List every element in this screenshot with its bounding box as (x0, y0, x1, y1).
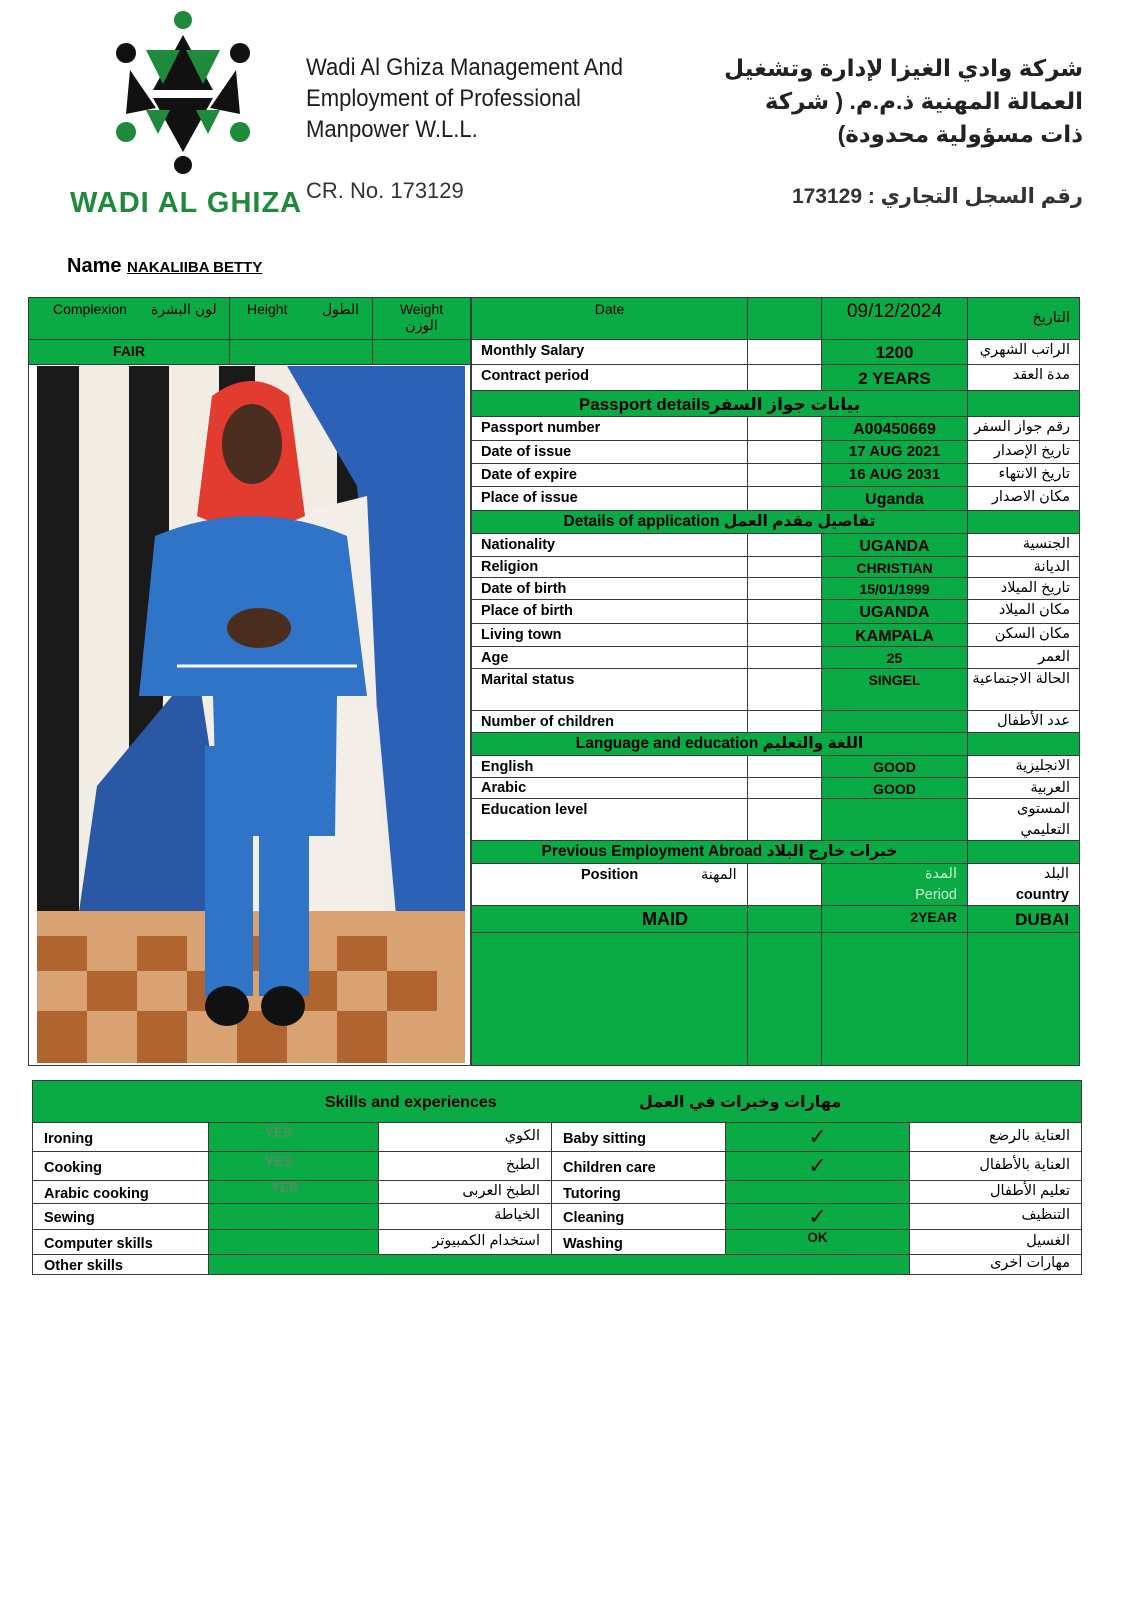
cr-number-arabic: رقم السجل التجاري : 173129 (791, 185, 1083, 208)
skill-label: Other skills (32, 1254, 209, 1275)
job-spacer (747, 905, 822, 933)
age-label-ar: العمر (967, 646, 1080, 669)
job-empty-2 (747, 932, 822, 1066)
arabic-spacer (747, 777, 822, 799)
skill-value: YES (208, 1151, 379, 1181)
skill-label: Children care (551, 1151, 726, 1181)
date-label-ar: التاريخ (967, 297, 1080, 340)
issue-place-label-ar: مكان الاصدار (967, 486, 1080, 511)
other-skills-value (208, 1254, 910, 1275)
passport-number-value: A00450669 (821, 416, 968, 441)
children-label-ar: عدد الأطفال (967, 710, 1080, 733)
birth-date-label-ar: تاريخ الميلاد (967, 577, 1080, 600)
height-label: Height (247, 301, 288, 317)
birth-date-value: 15/01/1999 (821, 577, 968, 600)
skills-header (32, 1080, 1082, 1123)
skill-value (208, 1203, 379, 1230)
skill-value (208, 1229, 379, 1255)
job-empty-3 (821, 932, 968, 1066)
complexion-value: FAIR (28, 339, 230, 365)
weight-value (372, 339, 471, 365)
checkmark-icon: ✓ (725, 1203, 910, 1230)
skill-label-ar: مهارات أخرى (909, 1254, 1082, 1275)
checkmark-icon: ✓ (725, 1151, 910, 1181)
company-name-english: Wadi Al Ghiza Management And Employment of Professional Manpower W.L.L. (306, 54, 624, 143)
passport-section-header: Passport detailsبيانات جواز السفر (471, 390, 968, 417)
children-label: Number of children (471, 710, 748, 733)
skill-label-ar: تعليم الأطفال (909, 1180, 1082, 1204)
marital-label: Marital status (471, 668, 748, 711)
english-value: GOOD (821, 755, 968, 778)
skill-label: Arabic cooking (32, 1180, 209, 1204)
complexion-label: Complexion (53, 301, 127, 317)
education-label-ar: المستوى التعليمي (967, 798, 1080, 841)
complexion-header (28, 297, 230, 340)
name-value: NAKALIIBA BETTY (127, 259, 263, 276)
skill-label-ar: العناية بالرضع (909, 1122, 1082, 1152)
salary-spacer (747, 339, 822, 365)
country-header (967, 863, 1080, 906)
living-town-value: KAMPALA (821, 623, 968, 647)
birth-place-label: Place of birth (471, 599, 748, 624)
issue-place-value: Uganda (821, 486, 968, 511)
job-empty-1 (471, 932, 748, 1066)
contract-value: 2 YEARS (821, 364, 968, 391)
job-position-value: MAID (471, 905, 748, 933)
skill-label-ar: الخياطة (378, 1203, 552, 1230)
logo-wordmark: WADI AL GHIZA (70, 187, 303, 219)
marital-label-ar: الحالة الاجتماعية (967, 668, 1080, 711)
passport-number-spacer (747, 416, 822, 441)
job-period-value: 2YEAR (821, 905, 968, 933)
expire-date-label: Date of expire (471, 463, 748, 487)
skill-label-ar: الطبخ العربى (378, 1180, 552, 1204)
period-label-ar: المدة (924, 866, 957, 882)
candidate-photo (37, 366, 465, 1063)
living-town-spacer (747, 623, 822, 647)
complexion-label-ar: لون البشرة (151, 301, 217, 317)
country-label: country (1015, 887, 1069, 903)
employment-section-header: Previous Employment Abroad خبرات خارج البلاد (471, 840, 968, 864)
education-label: Education level (471, 798, 748, 841)
job-empty-4 (967, 932, 1080, 1066)
employment-header-spacer (967, 840, 1080, 864)
height-value (229, 339, 373, 365)
skill-value: OK (725, 1229, 910, 1255)
language-header-spacer (967, 732, 1080, 756)
birth-place-spacer (747, 599, 822, 624)
passport-header-spacer (967, 390, 1080, 417)
skill-label: Baby sitting (551, 1122, 726, 1152)
contract-label: Contract period (471, 364, 748, 391)
name-label: Name (67, 255, 122, 277)
age-label: Age (471, 646, 748, 669)
passport-number-label: Passport number (471, 416, 748, 441)
skill-value: YES (208, 1180, 379, 1204)
skill-label: Ironing (32, 1122, 209, 1152)
nationality-label-ar: الجنسية (967, 533, 1080, 557)
marital-spacer (747, 668, 822, 711)
passport-number-label-ar: رقم جواز السفر (967, 416, 1080, 441)
contract-label-ar: مدة العقد (967, 364, 1080, 391)
nationality-value: UGANDA (821, 533, 968, 557)
period-header (821, 863, 968, 906)
salary-value: 1200 (821, 339, 968, 365)
company-logo (108, 10, 258, 185)
living-town-label-ar: مكان السكن (967, 623, 1080, 647)
issue-date-spacer (747, 440, 822, 464)
salary-label-ar: الراتب الشهري (967, 339, 1080, 365)
language-section-header: Language and education اللغة والتعليم (471, 732, 968, 756)
period-label: Period (915, 887, 957, 903)
skill-value (725, 1180, 910, 1204)
skills-header-en: Skills and experiences (325, 1094, 497, 1111)
arabic-label-ar: العربية (967, 777, 1080, 799)
nationality-spacer (747, 533, 822, 557)
age-spacer (747, 646, 822, 669)
issue-place-label: Place of issue (471, 486, 748, 511)
skill-label: Cooking (32, 1151, 209, 1181)
birth-place-value: UGANDA (821, 599, 968, 624)
children-value (821, 710, 968, 733)
issue-date-value: 17 AUG 2021 (821, 440, 968, 464)
birth-date-label: Date of birth (471, 577, 748, 600)
candidate-name (67, 255, 262, 279)
skill-label: Tutoring (551, 1180, 726, 1204)
position-label-ar: المهنة (701, 867, 737, 883)
skill-label-ar: الغسيل (909, 1229, 1082, 1255)
english-spacer (747, 755, 822, 778)
skill-value: YES (208, 1122, 379, 1152)
company-name-arabic: شركة وادي الغيزا لإدارة وتشغيل العمالة المهنية ذ.م.م. ( شركة ذات مسؤولية محدودة) (724, 55, 1083, 147)
skills-header-ar: مهارات وخبرات في العمل (639, 1094, 842, 1111)
contract-spacer (747, 364, 822, 391)
skill-label: Washing (551, 1229, 726, 1255)
position-header (471, 863, 748, 906)
skill-label-ar: استخدام الكمبيوتر (378, 1229, 552, 1255)
issue-date-label-ar: تاريخ الإصدار (967, 440, 1080, 464)
date-spacer (747, 297, 822, 340)
application-header-spacer (967, 510, 1080, 534)
age-value: 25 (821, 646, 968, 669)
religion-label: Religion (471, 556, 748, 578)
nationality-label: Nationality (471, 533, 748, 557)
position-label: Position (581, 867, 639, 883)
job-country-value: DUBAI (967, 905, 1080, 933)
skill-label: Cleaning (551, 1203, 726, 1230)
country-label-ar: البلد (1043, 866, 1069, 882)
expire-date-label-ar: تاريخ الانتهاء (967, 463, 1080, 487)
education-value (821, 798, 968, 841)
marital-value: SINGEL (821, 668, 968, 711)
children-spacer (747, 710, 822, 733)
issue-place-spacer (747, 486, 822, 511)
weight-label: Weight (399, 301, 444, 317)
arabic-label: Arabic (471, 777, 748, 799)
education-spacer (747, 798, 822, 841)
english-label: English (471, 755, 748, 778)
living-town-label: Living town (471, 623, 748, 647)
height-label-ar: الطول (322, 301, 360, 317)
checkmark-icon: ✓ (725, 1122, 910, 1152)
skill-label-ar: التنظيف (909, 1203, 1082, 1230)
skill-label-ar: الكوي (378, 1122, 552, 1152)
skill-label: Sewing (32, 1203, 209, 1230)
cr-number-english: CR. No. 173129 (306, 178, 464, 203)
weight-label-ar: الوزن (405, 317, 438, 333)
religion-spacer (747, 556, 822, 578)
religion-value: CHRISTIAN (821, 556, 968, 578)
arabic-value: GOOD (821, 777, 968, 799)
skill-label-ar: الطبخ (378, 1151, 552, 1181)
position-spacer (747, 863, 822, 906)
weight-header (372, 297, 471, 340)
height-header (229, 297, 373, 340)
religion-label-ar: الديانة (967, 556, 1080, 578)
english-label-ar: الانجليزية (967, 755, 1080, 778)
birth-place-label-ar: مكان الميلاد (967, 599, 1080, 624)
expire-date-spacer (747, 463, 822, 487)
salary-label: Monthly Salary (471, 339, 748, 365)
application-section-header: Details of application تفاصيل مقدم العمل (471, 510, 968, 534)
date-label: Date (471, 297, 748, 340)
issue-date-label: Date of issue (471, 440, 748, 464)
skill-label: Computer skills (32, 1229, 209, 1255)
birth-date-spacer (747, 577, 822, 600)
skill-label-ar: العناية بالأطفال (909, 1151, 1082, 1181)
date-value: 09/12/2024 (821, 297, 968, 340)
expire-date-value: 16 AUG 2031 (821, 463, 968, 487)
